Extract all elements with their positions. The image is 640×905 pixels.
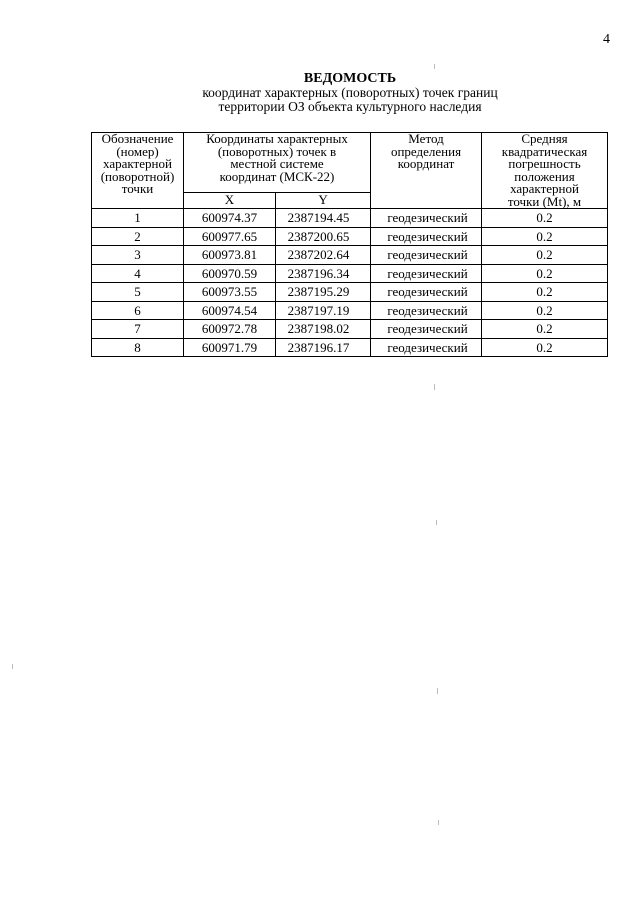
table-row (92, 320, 608, 339)
table-row (92, 283, 608, 302)
cell-method: геодезический (371, 338, 482, 357)
document-subtitle-line-1: координат характерных (поворотных) точек границ (202, 85, 498, 100)
cell-point-number: 4 (92, 264, 184, 283)
cell-y: 2387202.64 (276, 246, 371, 265)
cell-error: 0.2 (482, 227, 608, 246)
page-number: 4 (603, 32, 610, 47)
cell-x: 600971.79 (184, 338, 276, 357)
cell-point-number: 8 (92, 338, 184, 357)
header-method: Метод определения координат (371, 133, 482, 209)
cell-method: геодезический (371, 209, 482, 228)
cell-error: 0.2 (482, 338, 608, 357)
cell-method: геодезический (371, 264, 482, 283)
document-title: ВЕДОМОСТЬ (303, 71, 397, 86)
cell-y: 2387195.29 (276, 283, 371, 302)
cell-point-number: 3 (92, 246, 184, 265)
scan-speck (436, 520, 437, 525)
cell-method: геодезический (371, 301, 482, 320)
scan-speck (437, 688, 438, 694)
cell-x: 600977.65 (184, 227, 276, 246)
cell-error: 0.2 (482, 320, 608, 339)
cell-method: геодезический (371, 320, 482, 339)
table-row (92, 246, 608, 265)
header-x: X (184, 193, 276, 209)
scan-speck (12, 664, 13, 669)
table-row (92, 227, 608, 246)
cell-x: 600973.81 (184, 246, 276, 265)
cell-y: 2387196.34 (276, 264, 371, 283)
cell-y: 2387200.65 (276, 227, 371, 246)
cell-x: 600974.37 (184, 209, 276, 228)
table-row (92, 338, 608, 357)
header-error: Средняя квадратическая погрешность положения характерной точки (Mt), м (482, 133, 608, 209)
cell-x: 600973.55 (184, 283, 276, 302)
table-header-row (92, 133, 608, 193)
scan-speck (438, 820, 439, 825)
coordinates-table (91, 132, 608, 357)
cell-error: 0.2 (482, 246, 608, 265)
table-row (92, 264, 608, 283)
cell-error: 0.2 (482, 283, 608, 302)
cell-point-number: 2 (92, 227, 184, 246)
cell-point-number: 7 (92, 320, 184, 339)
cell-point-number: 6 (92, 301, 184, 320)
table-row (92, 301, 608, 320)
header-designation: Обозначение (номер) характерной (поворотной) точки (92, 133, 184, 209)
scan-speck (434, 384, 435, 390)
table-row (92, 209, 608, 228)
header-y: Y (276, 193, 371, 209)
cell-point-number: 5 (92, 283, 184, 302)
header-coordinates: Координаты характерных (поворотных) точек в местной системе координат (МСК-22) (184, 133, 371, 193)
cell-y: 2387196.17 (276, 338, 371, 357)
document-heading (150, 72, 550, 114)
document-subtitle-line-2: территории ОЗ объекта культурного наследия (218, 99, 482, 114)
cell-y: 2387197.19 (276, 301, 371, 320)
cell-point-number: 1 (92, 209, 184, 228)
cell-y: 2387194.45 (276, 209, 371, 228)
cell-method: геодезический (371, 227, 482, 246)
cell-y: 2387198.02 (276, 320, 371, 339)
cell-method: геодезический (371, 246, 482, 265)
cell-x: 600974.54 (184, 301, 276, 320)
cell-error: 0.2 (482, 301, 608, 320)
cell-method: геодезический (371, 283, 482, 302)
cell-x: 600972.78 (184, 320, 276, 339)
scan-speck (434, 64, 435, 69)
cell-error: 0.2 (482, 209, 608, 228)
cell-x: 600970.59 (184, 264, 276, 283)
cell-error: 0.2 (482, 264, 608, 283)
